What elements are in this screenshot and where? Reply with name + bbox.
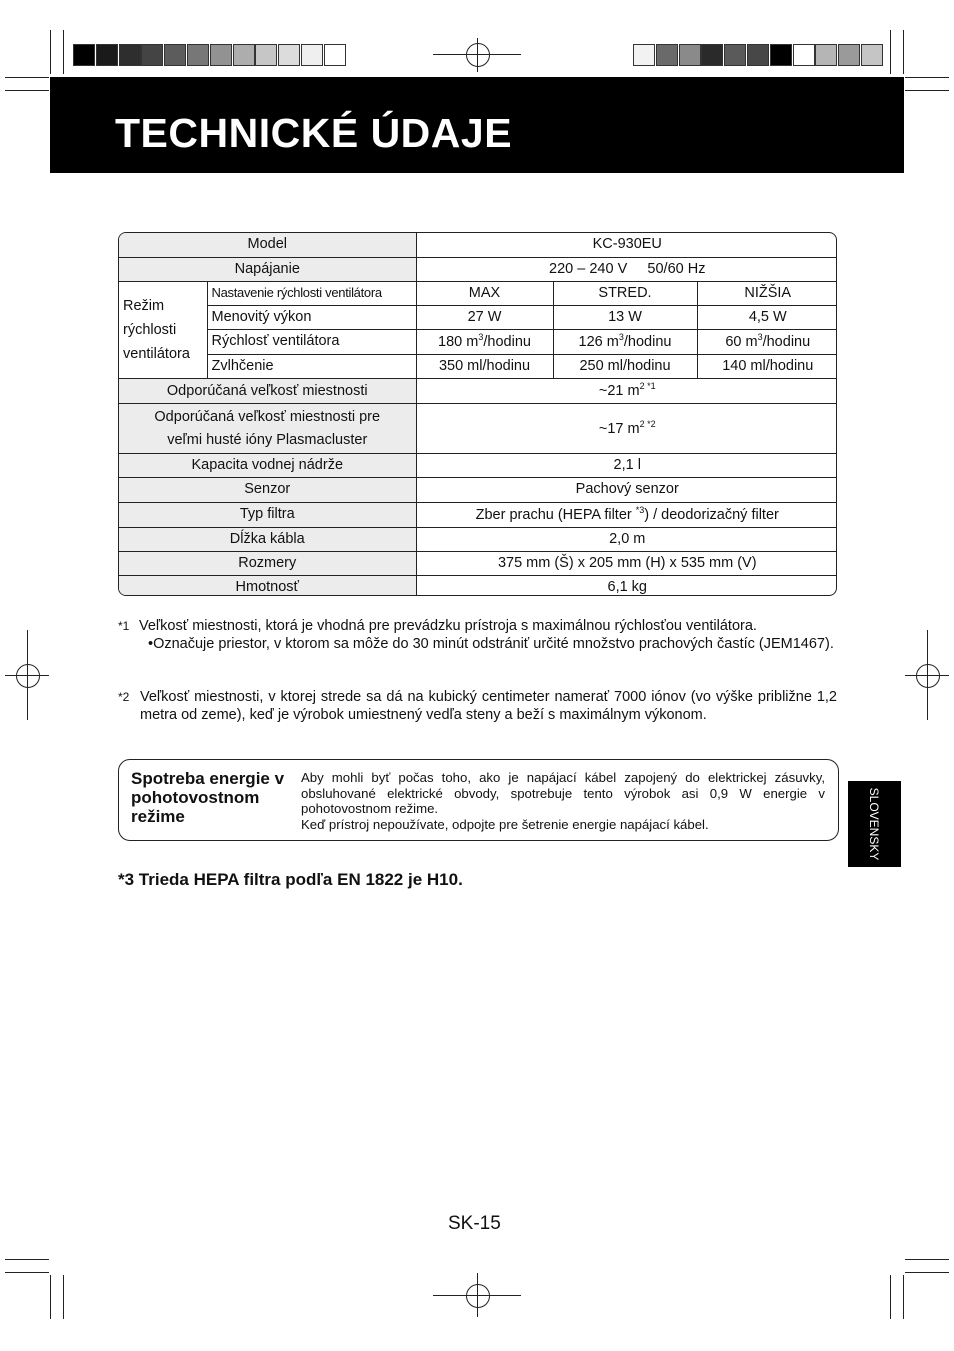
tank-value: 2,1 l <box>416 454 837 478</box>
humidify-max: 350 ml/hodinu <box>416 355 553 379</box>
room-size-value <box>416 379 837 404</box>
table-row <box>119 551 837 575</box>
power-voltage: 220 – 240 V <box>549 260 628 277</box>
tank-label: Kapacita vodnej nádrže <box>119 454 416 478</box>
color-swatch <box>701 44 723 66</box>
plasma-room-label-line: Odporúčaná veľkosť miestnosti pre <box>154 408 381 425</box>
cable-label: Dĺžka kábla <box>119 527 416 551</box>
crop-mark <box>905 1259 949 1260</box>
crop-mark <box>5 77 49 78</box>
table-row <box>119 527 837 551</box>
dimensions-value: 375 mm (Š) x 205 mm (H) x 535 mm (V) <box>416 551 837 575</box>
crop-mark <box>50 1275 51 1319</box>
model-label: Model <box>119 233 416 257</box>
unit-exponent: 2 *1 <box>639 381 656 392</box>
room-size-label: Odporúčaná veľkosť miestnosti <box>119 379 416 404</box>
fan-level-mid: STRED. <box>553 281 697 305</box>
humidify-low: 140 ml/hodinu <box>697 355 837 379</box>
registration-mark-icon <box>916 664 940 688</box>
rated-power-max: 27 W <box>416 305 553 329</box>
table-row <box>119 502 837 527</box>
footnote-2 <box>118 688 837 724</box>
rated-power-mid: 13 W <box>553 305 697 329</box>
crop-mark <box>903 30 904 74</box>
standby-text <box>301 770 825 832</box>
color-swatch <box>73 44 95 66</box>
fan-speed-unit: /hodinu <box>762 333 811 350</box>
footnote-mark: *1 <box>118 619 130 633</box>
fan-speed-max <box>416 330 553 355</box>
table-row <box>119 330 837 355</box>
color-swatch <box>770 44 792 66</box>
unit-exponent: 3 <box>478 332 484 343</box>
footnote-1-text: Veľkosť miestnosti, ktorá je vhodná pre prevádzku prístroja s maximálnou rýchlosťou ventilátora. <box>139 618 757 634</box>
color-swatch <box>679 44 701 66</box>
filter-label: Typ filtra <box>119 502 416 527</box>
power-frequency: 50/60 Hz <box>647 260 706 277</box>
crop-mark <box>905 1272 949 1273</box>
fan-speed-unit: /hodinu <box>623 333 672 350</box>
hepa-class-note: *3 Trieda HEPA filtra podľa EN 1822 je H10. <box>118 870 463 889</box>
plasma-room-number: ~17 m <box>598 420 640 437</box>
color-swatch <box>187 44 209 66</box>
plasma-room-size-label <box>119 404 416 454</box>
footnote-2-text: Veľkosť miestnosti, v ktorej strede sa dá na kubický centimeter namerať 7000 iónov (vo výške približne 1,2 metra od zeme), keď je výrobok umiestnený vedľa steny a beží s maximálnym výkonom. <box>140 689 837 723</box>
color-swatch <box>278 44 300 66</box>
crop-mark <box>50 30 51 74</box>
fan-mode-label-line: rýchlosti <box>123 321 177 338</box>
color-swatch <box>301 44 323 66</box>
fan-speed-unit: /hodinu <box>483 333 531 350</box>
table-row <box>119 305 837 329</box>
registration-mark-icon <box>466 43 490 67</box>
color-swatch <box>141 44 163 66</box>
crop-mark <box>63 1275 64 1319</box>
fan-setting-label: Nastavenie rýchlosti ventilátora <box>207 281 416 305</box>
fan-speed-number: 126 m <box>578 333 619 350</box>
footnote-mark: *3 <box>635 504 645 515</box>
crop-mark <box>890 1275 891 1319</box>
rated-power-label: Menovitý výkon <box>207 305 416 329</box>
language-tab <box>848 781 901 867</box>
page-title: TECHNICKÉ ÚDAJE <box>115 110 513 156</box>
fan-speed-number: 60 m <box>725 333 758 350</box>
table-row <box>119 281 837 305</box>
fan-speed-label: Rýchlosť ventilátora <box>207 330 416 355</box>
color-swatch <box>210 44 232 66</box>
crop-mark <box>63 30 64 74</box>
power-label: Napájanie <box>119 257 416 281</box>
humidify-label: Zvlhčenie <box>207 355 416 379</box>
unit-exponent: 3 <box>618 332 624 343</box>
crop-mark <box>5 1259 49 1260</box>
standby-text-2: Keď prístroj nepoužívate, odpojte pre šetrenie energie napájací kábel. <box>301 816 709 832</box>
page-number: SK-15 <box>448 1213 501 1234</box>
crop-mark <box>905 77 949 78</box>
weight-value: 6,1 kg <box>416 576 837 596</box>
crop-mark <box>5 1272 49 1273</box>
registration-mark-icon <box>466 1284 490 1308</box>
table-row <box>119 454 837 478</box>
color-swatch <box>255 44 277 66</box>
unit-exponent: 2 *2 <box>639 418 656 429</box>
standby-power-box <box>118 759 839 841</box>
table-row <box>119 233 837 257</box>
color-swatch <box>724 44 746 66</box>
crop-mark <box>905 90 949 91</box>
standby-title: Spotreba energie v pohotovostnom režime <box>131 769 285 826</box>
model-value: KC-930EU <box>416 233 837 257</box>
color-swatch <box>96 44 118 66</box>
fan-level-max: MAX <box>416 281 553 305</box>
crop-mark <box>5 90 49 91</box>
sensor-label: Senzor <box>119 478 416 502</box>
color-swatch <box>838 44 860 66</box>
table-row <box>119 257 837 281</box>
fan-mode-group-label <box>119 281 207 379</box>
registration-mark-icon <box>16 664 40 688</box>
cable-value: 2,0 m <box>416 527 837 551</box>
color-swatch <box>793 44 815 66</box>
color-swatch <box>815 44 837 66</box>
color-swatch <box>747 44 769 66</box>
filter-text: ) / deodorizačný filter <box>644 506 779 523</box>
rated-power-low: 4,5 W <box>697 305 837 329</box>
weight-label: Hmotnosť <box>119 576 416 596</box>
humidify-mid: 250 ml/hodinu <box>553 355 697 379</box>
power-value <box>416 257 837 281</box>
crop-mark <box>903 1275 904 1319</box>
filter-text: Zber prachu (HEPA filter <box>475 506 636 523</box>
table-row <box>119 404 837 454</box>
table-row <box>119 355 837 379</box>
spec-table <box>118 232 837 596</box>
filter-value <box>416 502 837 527</box>
color-swatch <box>164 44 186 66</box>
fan-speed-number: 180 m <box>438 333 479 350</box>
color-swatch <box>633 44 655 66</box>
unit-exponent: 3 <box>757 332 763 343</box>
fan-speed-mid <box>553 330 697 355</box>
dimensions-label: Rozmery <box>119 551 416 575</box>
table-row <box>119 379 837 404</box>
crop-mark <box>890 30 891 74</box>
fan-speed-low <box>697 330 837 355</box>
color-swatch <box>119 44 141 66</box>
fan-mode-label-line: Režim <box>123 297 165 314</box>
footnote-mark: *2 <box>118 690 130 704</box>
sensor-value: Pachový senzor <box>416 478 837 502</box>
table-row <box>119 478 837 502</box>
fan-level-low: NIŽŠIA <box>697 281 837 305</box>
footnote-1-detail: •Označuje priestor, v ktorom sa môže do 30 minút odstrániť určité množstvo prachových častíc (JEM1467). <box>148 636 834 652</box>
color-swatch <box>861 44 883 66</box>
footnote-1 <box>118 617 837 653</box>
plasma-room-label-line: veľmi husté ióny Plasmacluster <box>167 431 368 448</box>
fan-mode-label-line: ventilátora <box>123 345 190 362</box>
color-swatch <box>656 44 678 66</box>
plasma-room-size-value <box>416 404 837 454</box>
color-swatch <box>324 44 346 66</box>
standby-text-1: Aby mohli byť počas toho, ako je napájací kábel zapojený do elektrickej zásuvky, obsluhované elektrické obvody, spotrebuje tento výrobok asi 0,9 W energie v pohotovostnom režime. <box>301 770 825 816</box>
table-row <box>119 576 837 596</box>
room-size-number: ~21 m <box>598 383 640 400</box>
color-swatch <box>233 44 255 66</box>
language-tab-label: SLOVENSKY <box>867 787 881 861</box>
